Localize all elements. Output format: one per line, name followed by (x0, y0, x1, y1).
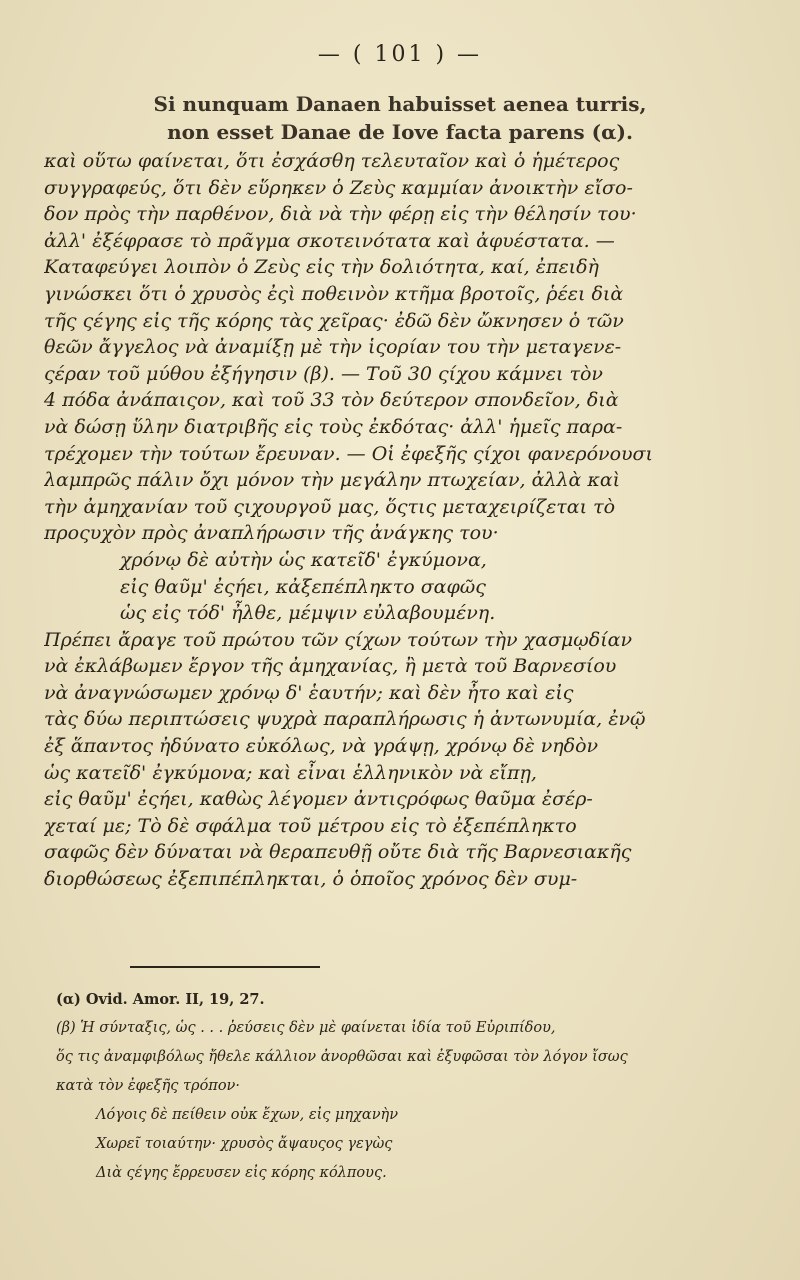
text-line: τὰς δύω περιπτώσεις ψυχρὰ παραπλήρωσις ἡ ἀντωνυμία, ἐνῷ (44, 708, 646, 731)
footnote-verse-line: Λόγοις δὲ πείθειν οὐκ ἔχων, εἰς μηχανὴν (96, 1107, 399, 1123)
footnote-divider (130, 966, 320, 968)
footnotes (56, 985, 696, 1188)
page-number: — ( 101 ) — (317, 42, 483, 67)
text-line: νὰ ἐκλάβωμεν ἔργον τῆς ἀμηχανίας, ἢ μετὰ τοῦ Βαρνεσίου (44, 655, 617, 678)
latin-verse-line-1: Si nunquam Danaen habuisset aenea turris, (153, 92, 647, 116)
footnote-beta: (β) Ἡ σύνταξις, ὡς . . . ῥεύσεις δὲν μὲ φαίνεται ἰδία τοῦ Εὐριπίδου, (56, 1020, 556, 1036)
footnote-beta-line: κατὰ τὸν ἐφεξῆς τρόπον· (56, 1078, 240, 1094)
footnote-verse-line: Διὰ ςέγης ἔρρευσεν εἰς κόρης κόλπους. (96, 1165, 387, 1181)
text-line: διορθώσεως ἐξεπιπέπληκται, ὁ ὁποῖος χρόνος δὲν συμ- (44, 868, 578, 891)
text-line: γινώσκει ὅτι ὁ χρυσὸς ἐςὶ ποθεινὸν κτῆμα βροτοῖς, ῥέει διὰ (44, 282, 624, 305)
text-line: τὴν ἀμηχανίαν τοῦ ςιχουργοῦ μας, ὅςτις μεταχειρίζεται τὸ (44, 495, 616, 518)
text-line: εἰς θαῦμ' ἐςήει, καθὼς λέγομεν ἀντιςρόφως θαῦμα ἐσέρ- (44, 788, 593, 811)
main-text (44, 148, 684, 893)
text-line: καὶ οὕτω φαίνεται, ὅτι ἐσχάσθη τελευταῖον καὶ ὁ ἡμέτερος (44, 150, 620, 172)
quoted-verse-line: εἰς θαῦμ' ἐςήει, κἀξεπέπληκτο σαφῶς (120, 575, 486, 598)
text-line: ὡς κατεῖδ' ἐγκύμονα; καὶ εἶναι ἑλληνικὸν νὰ εἴπῃ, (44, 761, 537, 784)
text-line: δον πρὸς τὴν παρθένον, διὰ νὰ τὴν φέρῃ εἰς τὴν θέλησίν του· (44, 203, 637, 226)
text-line: τῆς ςέγης εἰς τῆς κόρης τὰς χεῖρας· ἐδῶ δὲν ὤκνησεν ὁ τῶν (44, 309, 624, 332)
text-line: σαφῶς δὲν δύναται νὰ θεραπευθῇ οὔτε διὰ τῆς Βαρνεσιακῆς (44, 841, 632, 864)
text-line: ςέραν τοῦ μύθου ἐξήγησιν (β). — Τοῦ 30 ςίχου κάμνει τὸν (44, 362, 603, 385)
text-line: νὰ δώσῃ ὕλην διατριβῆς εἰς τοὺς ἐκδότας· ἀλλ' ἡμεῖς παρα- (44, 415, 623, 438)
text-line: χεταί με; Τὸ δὲ σφάλμα τοῦ μέτρου εἰς τὸ ἐξεπέπληκτο (44, 814, 577, 837)
text-line: νὰ ἀναγνώσωμεν χρόνῳ δ' ἑαυτήν; καὶ δὲν ἦτο καὶ εἰς (44, 681, 574, 704)
text-line: προςυχὸν πρὸς ἀναπλήρωσιν τῆς ἀνάγκης του· (44, 522, 499, 545)
quoted-verse-line: ὡς εἰς τόδ' ἦλθε, μέμψιν εὐλαβουμένη. (120, 602, 496, 625)
text-line: θεῶν ἄγγελος νὰ ἀναμίξῃ μὲ τὴν ἱςορίαν του τὴν μεταγενε- (44, 336, 622, 359)
text-line: λαμπρῶς πάλιν ὄχι μόνον τὴν μεγάλην πτωχείαν, ἀλλὰ καὶ (44, 469, 621, 492)
footnote-beta-line: ὅς τις ἀναμφιβόλως ἤθελε κάλλιον ἀνορθῶσαι καὶ ἐξυφῶσαι τὸν λόγον ἴσως (56, 1049, 628, 1065)
text-line: συγγραφεύς, ὅτι δὲν εὕρηκεν ὁ Ζεὺς καμμίαν ἀνοικτὴν εἴσο- (44, 176, 633, 199)
text-line: Καταφεύγει λοιπὸν ὁ Ζεὺς εἰς τὴν δολιότητα, καί, ἐπειδὴ (44, 256, 599, 279)
latin-verse-line-2: non esset Danae de Iove facta parens (α). (167, 120, 633, 144)
text-line: Πρέπει ἄραγε τοῦ πρώτου τῶν ςίχων τούτων τὴν χασμῳδίαν (44, 628, 633, 651)
text-line: ἀλλ' ἐξέφρασε τὸ πρᾶγμα σκοτεινότατα καὶ ἀφυέστατα. — (44, 229, 615, 252)
footnote-alpha: (α) Ovid. Amor. II, 19, 27. (56, 991, 265, 1008)
text-line: 4 πόδα ἀνάπαιςον, καὶ τοῦ 33 τὸν δεύτερον σπονδεῖον, διὰ (44, 389, 619, 412)
text-line: ἐξ ἅπαντος ἠδύνατο εὐκόλως, νὰ γράψῃ, χρόνῳ δὲ νηδὸν (44, 735, 599, 758)
quoted-verse-line: χρόνῳ δὲ αὐτὴν ὡς κατεῖδ' ἐγκύμονα, (120, 548, 487, 571)
text-line: τρέχομεν τὴν τούτων ἔρευναν. — Οἱ ἐφεξῆς ςίχοι φανερόνουσι (44, 442, 653, 465)
footnote-verse-line: Χωρεῖ τοιαύτην· χρυσὸς ἄψαυςος γεγὼς (96, 1136, 393, 1152)
